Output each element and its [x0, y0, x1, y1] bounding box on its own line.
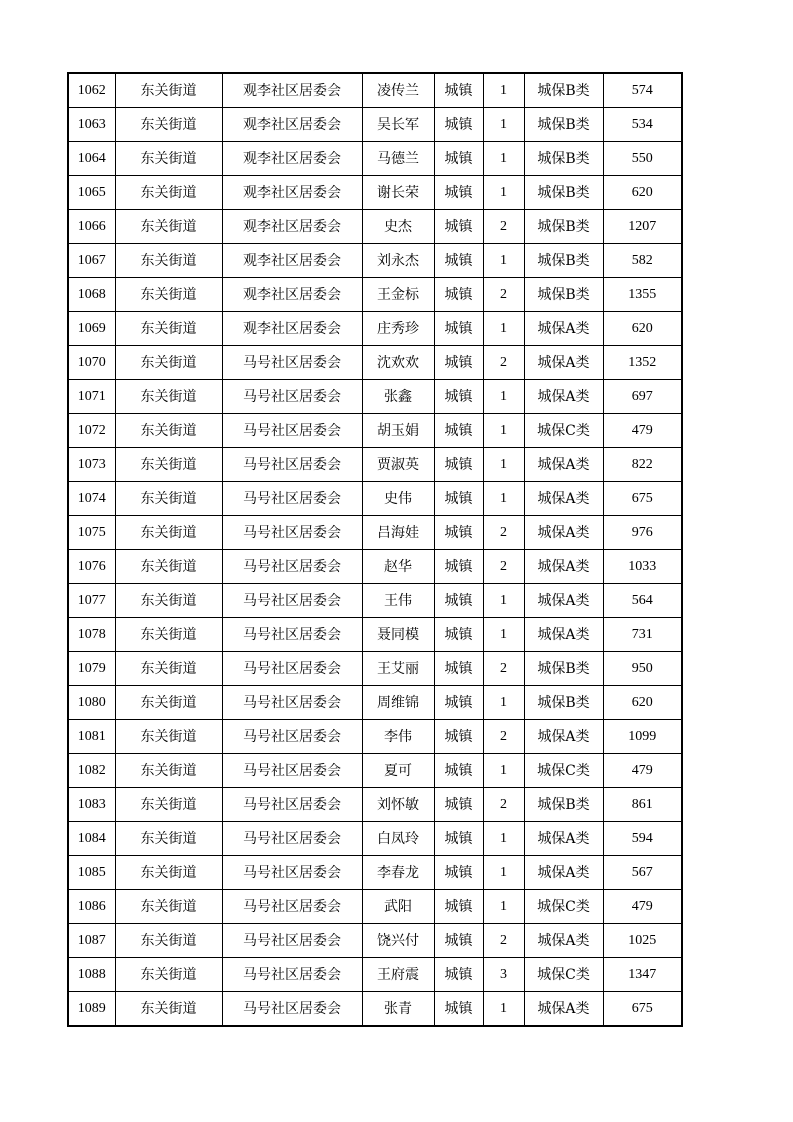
name-cell: 聂同模 [362, 618, 434, 652]
household-type-cell: 城镇 [434, 550, 483, 584]
amount-cell: 1033 [603, 550, 682, 584]
household-type-cell: 城镇 [434, 856, 483, 890]
table-row [68, 584, 682, 618]
amount-cell: 1347 [603, 958, 682, 992]
community-cell: 马号社区居委会 [222, 958, 362, 992]
serial-no-cell: 1062 [68, 73, 115, 108]
table-row [68, 924, 682, 958]
member-count-cell: 1 [483, 176, 524, 210]
community-cell: 观李社区居委会 [222, 210, 362, 244]
subdistrict-cell: 东关街道 [115, 924, 222, 958]
serial-no-cell: 1078 [68, 618, 115, 652]
household-type-cell: 城镇 [434, 142, 483, 176]
name-cell: 谢长荣 [362, 176, 434, 210]
name-cell: 沈欢欢 [362, 346, 434, 380]
table-row [68, 448, 682, 482]
household-type-cell: 城镇 [434, 618, 483, 652]
community-cell: 马号社区居委会 [222, 652, 362, 686]
category-cell: 城保B类 [524, 142, 603, 176]
community-cell: 马号社区居委会 [222, 856, 362, 890]
member-count-cell: 2 [483, 924, 524, 958]
community-cell: 马号社区居委会 [222, 346, 362, 380]
subdistrict-cell: 东关街道 [115, 754, 222, 788]
subdistrict-cell: 东关街道 [115, 482, 222, 516]
amount-cell: 564 [603, 584, 682, 618]
serial-no-cell: 1067 [68, 244, 115, 278]
household-type-cell: 城镇 [434, 958, 483, 992]
amount-cell: 822 [603, 448, 682, 482]
serial-no-cell: 1064 [68, 142, 115, 176]
amount-cell: 534 [603, 108, 682, 142]
amount-cell: 574 [603, 73, 682, 108]
community-cell: 马号社区居委会 [222, 516, 362, 550]
table-row [68, 958, 682, 992]
subdistrict-cell: 东关街道 [115, 73, 222, 108]
community-cell: 马号社区居委会 [222, 686, 362, 720]
community-cell: 马号社区居委会 [222, 550, 362, 584]
name-cell: 周维锦 [362, 686, 434, 720]
name-cell: 王金标 [362, 278, 434, 312]
name-cell: 白凤玲 [362, 822, 434, 856]
serial-no-cell: 1063 [68, 108, 115, 142]
table-row [68, 890, 682, 924]
subdistrict-cell: 东关街道 [115, 584, 222, 618]
subdistrict-cell: 东关街道 [115, 822, 222, 856]
serial-no-cell: 1089 [68, 992, 115, 1027]
name-cell: 吕海娃 [362, 516, 434, 550]
amount-cell: 479 [603, 754, 682, 788]
table-row [68, 482, 682, 516]
community-cell: 观李社区居委会 [222, 73, 362, 108]
table-row [68, 346, 682, 380]
community-cell: 马号社区居委会 [222, 414, 362, 448]
subdistrict-cell: 东关街道 [115, 890, 222, 924]
member-count-cell: 1 [483, 482, 524, 516]
community-cell: 观李社区居委会 [222, 176, 362, 210]
household-type-cell: 城镇 [434, 788, 483, 822]
household-type-cell: 城镇 [434, 754, 483, 788]
name-cell: 张青 [362, 992, 434, 1027]
subdistrict-cell: 东关街道 [115, 686, 222, 720]
amount-cell: 1355 [603, 278, 682, 312]
subdistrict-cell: 东关街道 [115, 958, 222, 992]
category-cell: 城保A类 [524, 346, 603, 380]
name-cell: 张鑫 [362, 380, 434, 414]
subdistrict-cell: 东关街道 [115, 142, 222, 176]
category-cell: 城保A类 [524, 312, 603, 346]
name-cell: 贾淑英 [362, 448, 434, 482]
name-cell: 王伟 [362, 584, 434, 618]
subdistrict-cell: 东关街道 [115, 210, 222, 244]
member-count-cell: 1 [483, 584, 524, 618]
table-row [68, 210, 682, 244]
community-cell: 观李社区居委会 [222, 278, 362, 312]
category-cell: 城保B类 [524, 686, 603, 720]
household-type-cell: 城镇 [434, 312, 483, 346]
serial-no-cell: 1074 [68, 482, 115, 516]
category-cell: 城保A类 [524, 856, 603, 890]
amount-cell: 567 [603, 856, 682, 890]
member-count-cell: 1 [483, 142, 524, 176]
household-type-cell: 城镇 [434, 73, 483, 108]
name-cell: 史伟 [362, 482, 434, 516]
serial-no-cell: 1072 [68, 414, 115, 448]
table-row [68, 516, 682, 550]
category-cell: 城保A类 [524, 482, 603, 516]
amount-cell: 861 [603, 788, 682, 822]
member-count-cell: 1 [483, 822, 524, 856]
category-cell: 城保B类 [524, 652, 603, 686]
amount-cell: 731 [603, 618, 682, 652]
community-cell: 观李社区居委会 [222, 312, 362, 346]
subdistrict-cell: 东关街道 [115, 720, 222, 754]
name-cell: 胡玉娟 [362, 414, 434, 448]
table-row [68, 550, 682, 584]
member-count-cell: 1 [483, 414, 524, 448]
member-count-cell: 2 [483, 652, 524, 686]
table-row [68, 244, 682, 278]
serial-no-cell: 1065 [68, 176, 115, 210]
community-cell: 马号社区居委会 [222, 822, 362, 856]
name-cell: 武阳 [362, 890, 434, 924]
household-type-cell: 城镇 [434, 482, 483, 516]
category-cell: 城保A类 [524, 618, 603, 652]
name-cell: 饶兴付 [362, 924, 434, 958]
community-cell: 马号社区居委会 [222, 924, 362, 958]
category-cell: 城保A类 [524, 924, 603, 958]
member-count-cell: 1 [483, 890, 524, 924]
name-cell: 夏可 [362, 754, 434, 788]
member-count-cell: 1 [483, 108, 524, 142]
table-row [68, 788, 682, 822]
household-type-cell: 城镇 [434, 210, 483, 244]
member-count-cell: 1 [483, 686, 524, 720]
category-cell: 城保A类 [524, 992, 603, 1027]
name-cell: 马德兰 [362, 142, 434, 176]
serial-no-cell: 1077 [68, 584, 115, 618]
name-cell: 庄秀珍 [362, 312, 434, 346]
table-row [68, 822, 682, 856]
serial-no-cell: 1070 [68, 346, 115, 380]
community-cell: 马号社区居委会 [222, 992, 362, 1027]
household-type-cell: 城镇 [434, 652, 483, 686]
table-row [68, 73, 682, 108]
member-count-cell: 1 [483, 380, 524, 414]
serial-no-cell: 1087 [68, 924, 115, 958]
member-count-cell: 2 [483, 550, 524, 584]
amount-cell: 594 [603, 822, 682, 856]
community-cell: 马号社区居委会 [222, 584, 362, 618]
table-row [68, 618, 682, 652]
name-cell: 王艾丽 [362, 652, 434, 686]
community-cell: 观李社区居委会 [222, 142, 362, 176]
name-cell: 史杰 [362, 210, 434, 244]
household-type-cell: 城镇 [434, 176, 483, 210]
amount-cell: 976 [603, 516, 682, 550]
member-count-cell: 1 [483, 992, 524, 1027]
member-count-cell: 1 [483, 618, 524, 652]
serial-no-cell: 1084 [68, 822, 115, 856]
amount-cell: 620 [603, 176, 682, 210]
subdistrict-cell: 东关街道 [115, 176, 222, 210]
subdistrict-cell: 东关街道 [115, 550, 222, 584]
table-row [68, 142, 682, 176]
member-count-cell: 1 [483, 312, 524, 346]
subdistrict-cell: 东关街道 [115, 448, 222, 482]
amount-cell: 1025 [603, 924, 682, 958]
member-count-cell: 2 [483, 516, 524, 550]
serial-no-cell: 1079 [68, 652, 115, 686]
subdistrict-cell: 东关街道 [115, 788, 222, 822]
category-cell: 城保A类 [524, 584, 603, 618]
member-count-cell: 2 [483, 720, 524, 754]
amount-cell: 1207 [603, 210, 682, 244]
subdistrict-cell: 东关街道 [115, 380, 222, 414]
amount-cell: 620 [603, 312, 682, 346]
subdistrict-cell: 东关街道 [115, 618, 222, 652]
amount-cell: 620 [603, 686, 682, 720]
table-row [68, 686, 682, 720]
serial-no-cell: 1082 [68, 754, 115, 788]
household-type-cell: 城镇 [434, 244, 483, 278]
amount-cell: 479 [603, 890, 682, 924]
household-type-cell: 城镇 [434, 414, 483, 448]
serial-no-cell: 1080 [68, 686, 115, 720]
community-cell: 马号社区居委会 [222, 482, 362, 516]
table-row [68, 652, 682, 686]
amount-cell: 950 [603, 652, 682, 686]
subdistrict-cell: 东关街道 [115, 244, 222, 278]
category-cell: 城保C类 [524, 958, 603, 992]
member-count-cell: 2 [483, 788, 524, 822]
table-row [68, 108, 682, 142]
household-type-cell: 城镇 [434, 448, 483, 482]
member-count-cell: 1 [483, 856, 524, 890]
member-count-cell: 2 [483, 210, 524, 244]
subdistrict-cell: 东关街道 [115, 856, 222, 890]
amount-cell: 1099 [603, 720, 682, 754]
amount-cell: 675 [603, 482, 682, 516]
table-row [68, 720, 682, 754]
category-cell: 城保C类 [524, 414, 603, 448]
household-type-cell: 城镇 [434, 822, 483, 856]
table-row [68, 856, 682, 890]
recipient-table [67, 72, 683, 1027]
category-cell: 城保A类 [524, 516, 603, 550]
table-row [68, 278, 682, 312]
category-cell: 城保A类 [524, 550, 603, 584]
subdistrict-cell: 东关街道 [115, 278, 222, 312]
member-count-cell: 2 [483, 346, 524, 380]
community-cell: 马号社区居委会 [222, 890, 362, 924]
household-type-cell: 城镇 [434, 686, 483, 720]
subdistrict-cell: 东关街道 [115, 992, 222, 1027]
serial-no-cell: 1088 [68, 958, 115, 992]
subdistrict-cell: 东关街道 [115, 652, 222, 686]
amount-cell: 675 [603, 992, 682, 1027]
subdistrict-cell: 东关街道 [115, 516, 222, 550]
serial-no-cell: 1068 [68, 278, 115, 312]
community-cell: 观李社区居委会 [222, 244, 362, 278]
serial-no-cell: 1085 [68, 856, 115, 890]
serial-no-cell: 1071 [68, 380, 115, 414]
household-type-cell: 城镇 [434, 924, 483, 958]
subdistrict-cell: 东关街道 [115, 346, 222, 380]
table-row [68, 380, 682, 414]
community-cell: 马号社区居委会 [222, 618, 362, 652]
amount-cell: 697 [603, 380, 682, 414]
name-cell: 吴长军 [362, 108, 434, 142]
name-cell: 李春龙 [362, 856, 434, 890]
category-cell: 城保B类 [524, 108, 603, 142]
community-cell: 马号社区居委会 [222, 788, 362, 822]
community-cell: 马号社区居委会 [222, 754, 362, 788]
member-count-cell: 1 [483, 448, 524, 482]
name-cell: 凌传兰 [362, 73, 434, 108]
member-count-cell: 1 [483, 73, 524, 108]
serial-no-cell: 1083 [68, 788, 115, 822]
household-type-cell: 城镇 [434, 992, 483, 1027]
category-cell: 城保B类 [524, 244, 603, 278]
category-cell: 城保B类 [524, 788, 603, 822]
subdistrict-cell: 东关街道 [115, 414, 222, 448]
category-cell: 城保B类 [524, 278, 603, 312]
household-type-cell: 城镇 [434, 516, 483, 550]
household-type-cell: 城镇 [434, 108, 483, 142]
member-count-cell: 3 [483, 958, 524, 992]
community-cell: 观李社区居委会 [222, 108, 362, 142]
subdistrict-cell: 东关街道 [115, 312, 222, 346]
member-count-cell: 1 [483, 754, 524, 788]
name-cell: 赵华 [362, 550, 434, 584]
name-cell: 李伟 [362, 720, 434, 754]
serial-no-cell: 1076 [68, 550, 115, 584]
name-cell: 刘永杰 [362, 244, 434, 278]
household-type-cell: 城镇 [434, 346, 483, 380]
category-cell: 城保C类 [524, 754, 603, 788]
table-row [68, 176, 682, 210]
amount-cell: 479 [603, 414, 682, 448]
name-cell: 刘怀敏 [362, 788, 434, 822]
serial-no-cell: 1081 [68, 720, 115, 754]
subdistrict-cell: 东关街道 [115, 108, 222, 142]
category-cell: 城保B类 [524, 210, 603, 244]
table-body [68, 73, 682, 1026]
category-cell: 城保B类 [524, 176, 603, 210]
community-cell: 马号社区居委会 [222, 720, 362, 754]
amount-cell: 550 [603, 142, 682, 176]
household-type-cell: 城镇 [434, 584, 483, 618]
table-row [68, 312, 682, 346]
serial-no-cell: 1086 [68, 890, 115, 924]
household-type-cell: 城镇 [434, 278, 483, 312]
category-cell: 城保A类 [524, 822, 603, 856]
community-cell: 马号社区居委会 [222, 380, 362, 414]
member-count-cell: 1 [483, 244, 524, 278]
serial-no-cell: 1073 [68, 448, 115, 482]
serial-no-cell: 1069 [68, 312, 115, 346]
category-cell: 城保A类 [524, 720, 603, 754]
amount-cell: 1352 [603, 346, 682, 380]
category-cell: 城保A类 [524, 380, 603, 414]
category-cell: 城保C类 [524, 890, 603, 924]
household-type-cell: 城镇 [434, 890, 483, 924]
amount-cell: 582 [603, 244, 682, 278]
serial-no-cell: 1075 [68, 516, 115, 550]
serial-no-cell: 1066 [68, 210, 115, 244]
name-cell: 王府震 [362, 958, 434, 992]
household-type-cell: 城镇 [434, 720, 483, 754]
household-type-cell: 城镇 [434, 380, 483, 414]
category-cell: 城保A类 [524, 448, 603, 482]
table-row [68, 754, 682, 788]
table-row [68, 414, 682, 448]
member-count-cell: 2 [483, 278, 524, 312]
table-row [68, 992, 682, 1027]
category-cell: 城保B类 [524, 73, 603, 108]
community-cell: 马号社区居委会 [222, 448, 362, 482]
